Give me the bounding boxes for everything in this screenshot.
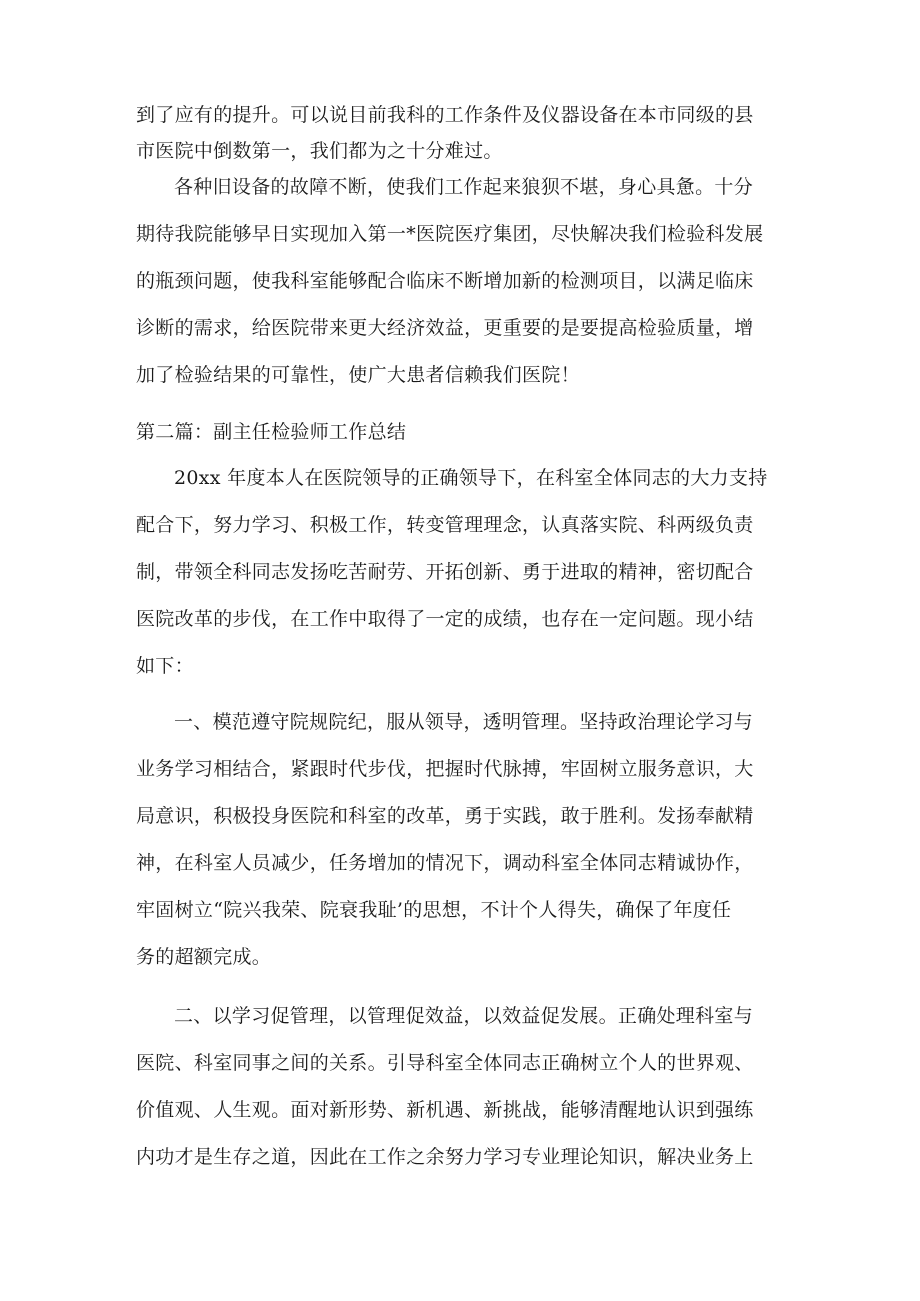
paragraph-line: 的瓶颈问题，使我科室能够配合临床不断增加新的检测项目，以满足临床: [136, 270, 754, 292]
paragraph-line: 神，在科室人员减少，任务增加的情况下，调动科室全体同志精诚协作，: [136, 852, 754, 874]
paragraph-line: 市医院中倒数第一，我们都为之十分难过。: [136, 140, 503, 162]
paragraph-line: 加了检验结果的可靠性，使广大患者信赖我们医院！: [136, 364, 580, 386]
paragraph-line: 价值观、人生观。面对新形势、新机遇、新挑战，能够清醒地认识到强练: [136, 1099, 754, 1121]
intro-paragraph: [136, 455, 786, 690]
paragraph-line: 务的超额完成。: [136, 946, 272, 968]
paragraph-line: 期待我院能够早日实现加入第一*医院医疗集团，尽快解决我们检验科发展: [136, 223, 764, 245]
paragraph-line: 医院改革的步伐，在工作中取得了一定的成绩，也存在一定问题。现小结: [136, 608, 754, 630]
equipment-paragraph: [136, 164, 786, 399]
paragraph-line: 一、模范遵守院规院纪，服从领导，透明管理。坚持政治理论学习与: [174, 711, 754, 733]
paragraph-line: 局意识，积极投身医院和科室的改革，勇于实践，敢于胜利。发扬奉献精: [136, 805, 754, 827]
heading-text: 第二篇：副主任检验师工作总结: [136, 421, 407, 443]
section-one-paragraph: [136, 699, 786, 981]
section-heading: [136, 409, 786, 456]
continuation-paragraph: [136, 97, 786, 169]
paragraph-line: 如下：: [136, 655, 194, 677]
paragraph-line: 业务学习相结合，紧跟时代步伐，把握时代脉搏，牢固树立服务意识，大: [136, 758, 754, 780]
paragraph-line: 到了应有的提升。可以说目前我科的工作条件及仪器设备在本市同级的县: [136, 104, 754, 126]
paragraph-line: 制，带领全科同志发扬吃苦耐劳、开拓创新、勇于进取的精神，密切配合: [136, 561, 754, 583]
paragraph-line: 诊断的需求，给医院带来更大经济效益，更重要的是要提高检验质量，增: [136, 317, 754, 339]
paragraph-line: 各种旧设备的故障不断，使我们工作起来狼狈不堪，身心具惫。十分: [174, 176, 754, 198]
paragraph-line: 内功才是生存之道，因此在工作之余努力学习专业理论知识，解决业务上: [136, 1146, 754, 1168]
paragraph-line: 牢固树立“院兴我荣、院衰我耻’的思想，不计个人得失，确保了年度任: [136, 899, 732, 921]
paragraph-line: 配合下，努力学习、积极工作，转变管理理念，认真落实院、科两级负责: [136, 514, 754, 536]
paragraph-line: 医院、科室同事之间的关系。引导科室全体同志正确树立个人的世界观、: [136, 1052, 754, 1074]
paragraph-line: 20xx 年度本人在医院领导的正确领导下，在科室全体同志的大力支持: [174, 467, 768, 489]
paragraph-line: 二、以学习促管理，以管理促效益，以效益促发展。正确处理科室与: [174, 1005, 754, 1027]
section-two-paragraph: [136, 993, 786, 1181]
